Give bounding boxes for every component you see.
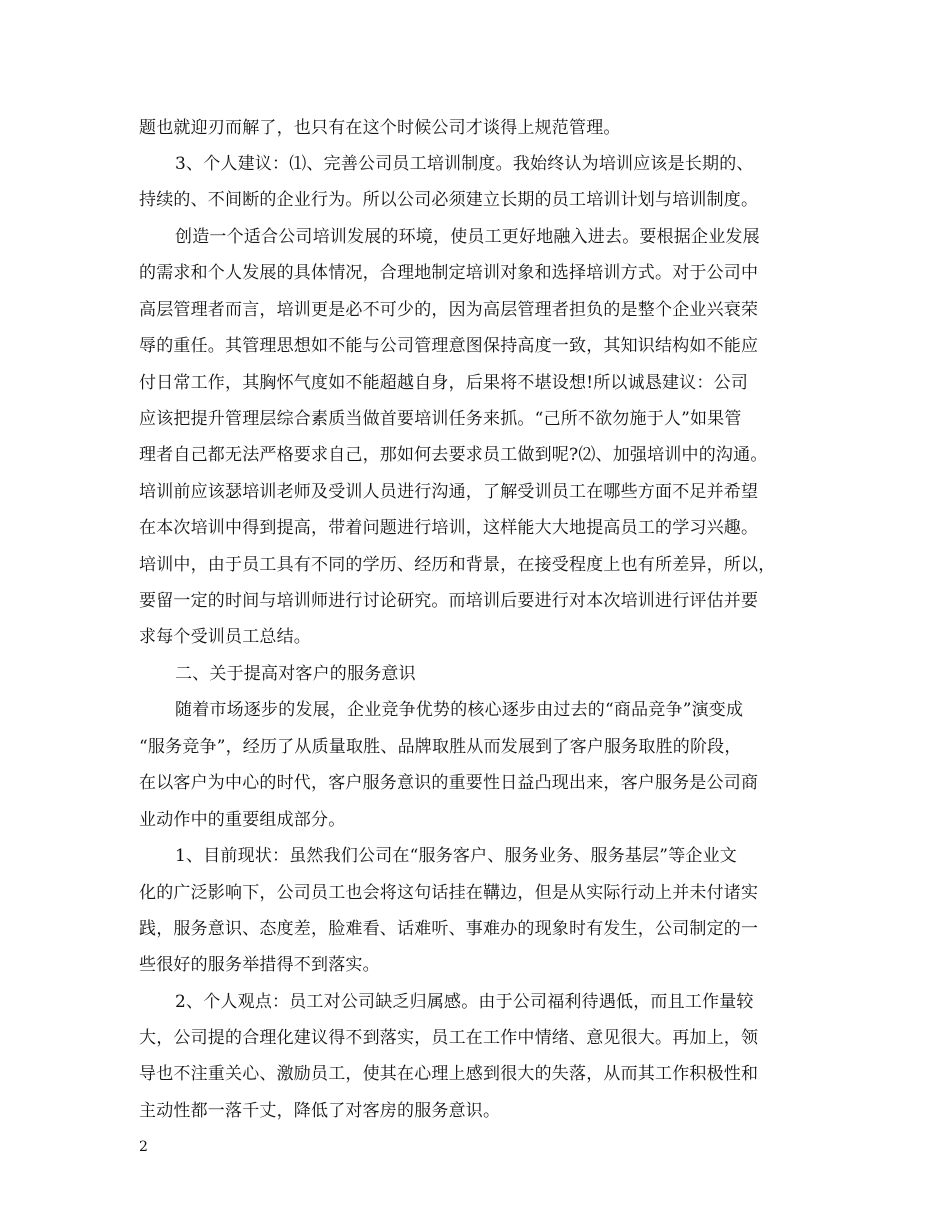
- text-line: 在以客户为中心的时代，客户服务意识的重要性日益凸现出来，客户服务是公司商: [139, 773, 759, 793]
- text-line: 随着市场逐步的发展，企业竞争优势的核心逐步由过去的“商品竞争”演变成: [175, 700, 744, 720]
- text-line: 求每个受训员工总结。: [139, 627, 311, 647]
- text-line: 高层管理者而言，培训更是必不可少的，因为高层管理者担负的是整个企业兴衰荣: [139, 300, 759, 320]
- text-line: 要留一定的时间与培训师进行讨论研究。而培训后要进行对本次培训进行评估并要: [139, 591, 759, 611]
- text-line: 践，服务意识、态度差，脸难看、话难听、事难办的现象时有发生，公司制定的一: [139, 919, 759, 939]
- text-line: 辱的重任。其管理思想如不能与公司管理意图保持高度一致，其知识结构如不能应: [139, 336, 759, 356]
- text-line: 2、个人观点：员工对公司缺乏归属感。由于公司福利待遇低，而且工作量较: [175, 992, 754, 1012]
- text-line: 化的广泛影响下，公司员工也会将这句话挂在鞲边，但是从实际行动上并未付诸实: [139, 883, 759, 903]
- text-line: 1、目前现状：虽然我们公司在“服务客户、服务业务、服务基层”等企业文: [175, 846, 737, 866]
- text-line: 的需求和个人发展的具体情况，合理地制定培训对象和选择培训方式。对于公司中: [139, 263, 759, 283]
- text-line: 在本次培训中得到提高，带着问题进行培训，这样能大大地提高员工的学习兴趣。: [139, 518, 759, 538]
- text-line: 大，公司提的合理化建议得不到落实，员工在工作中情绪、意见很大。再加上，领: [139, 1028, 759, 1048]
- section-heading: 二、关于提高对客户的服务意识: [175, 664, 416, 684]
- text-line: 持续的、不间断的企业行为。所以公司必须建立长期的员工培训计划与培训制度。: [139, 190, 759, 210]
- text-line: 3、个人建议：⑴、完善公司员工培训制度。我始终认为培训应该是长期的、: [175, 154, 754, 174]
- text-line: 培训中，由于员工具有不同的学历、经历和背景，在接受程度上也有所差异，所以，: [139, 555, 776, 575]
- text-line: 业动作中的重要组成部分。: [139, 810, 346, 830]
- text-line: 主动性都一落千丈，降低了对客房的服务意识。: [139, 1101, 501, 1121]
- text-line: 培训前应该瑟培训老师及受训人员进行沟通，了解受训员工在哪些方面不足并希望: [139, 482, 759, 502]
- text-line: 付日常工作，其胸怀气度如不能超越自身，后果将不堪设想!所以诚恳建议：公司: [139, 373, 749, 393]
- text-line: 应该把提升管理层综合素质当做首要培训任务来抓。“己所不欲勿施于人”如果管: [139, 409, 742, 429]
- text-line: 导也不注重关心、激励员工，使其在心理上感到很大的失落，从而其工作积极性和: [139, 1064, 759, 1084]
- page-number: 2: [139, 1139, 148, 1155]
- text-line: 理者自己都无法严格要求自己，那如何去要求员工做到呢?⑵、加强培训中的沟通。: [139, 445, 768, 465]
- text-line: 创造一个适合公司培训发展的环境，使员工更好地融入进去。要根据企业发展: [175, 227, 760, 247]
- text-line: 题也就迎刃而解了，也只有在这个时候公司才谈得上规范管理。: [139, 118, 621, 138]
- text-line: “服务竞争”，经历了从质量取胜、品牌取胜从而发展到了客户服务取胜的阶段，: [139, 737, 742, 757]
- text-line: 些很好的服务举措得不到落实。: [139, 955, 380, 975]
